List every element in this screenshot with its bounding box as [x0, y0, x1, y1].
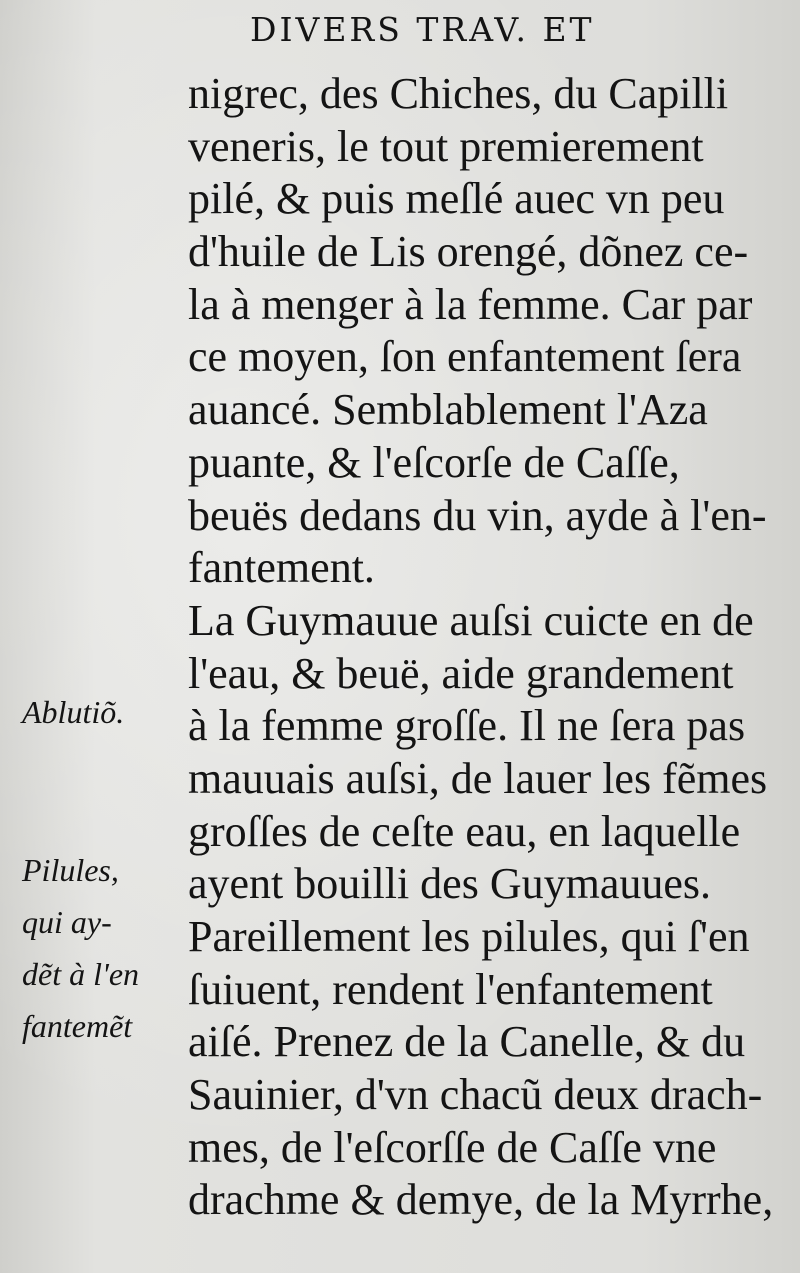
- text-line: Pareillement les pilules, qui ſ'en: [188, 912, 750, 961]
- margin-note-fantement: fantemẽt: [22, 1008, 133, 1044]
- text-line: ſuiuent, rendent l'enfantement: [188, 964, 713, 1014]
- body-text: [188, 68, 788, 1227]
- text-line: La Guymauue auſsi cuicte en de: [188, 595, 754, 645]
- margin-note-pilules: Pilules,: [22, 852, 119, 888]
- text-line: beuës dedans du vin, ayde à l'en-: [188, 490, 767, 540]
- text-line: pilé, & puis meſlé auec vn peu: [188, 174, 725, 224]
- text-line: ayent bouilli des Guymauues.: [188, 859, 712, 909]
- text-line: auancé. Semblablement l'Aza: [188, 385, 708, 435]
- text-line: drachme & demye, de la Myrrhe,: [188, 1175, 774, 1225]
- text-line: à la femme groſſe. Il ne ſera pas: [188, 701, 746, 751]
- margin-note-qui-ay: qui ay-: [22, 904, 112, 940]
- text-line: la à menger à la femme. Car par: [188, 279, 753, 329]
- text-line: mauuais auſsi, de lauer les fẽmes: [188, 753, 768, 803]
- text-line: puante, & l'eſcorſe de Caſſe,: [188, 437, 680, 487]
- text-line: l'eau, & beuë, aide grandement: [188, 648, 734, 698]
- text-line: nigrec, des Chiches, du Capilli: [188, 69, 729, 118]
- margin-note-dent: dẽt à l'en: [22, 956, 140, 992]
- text-line: aiſé. Prenez de la Canelle, & du: [188, 1017, 746, 1067]
- text-line: fantement.: [188, 543, 375, 593]
- running-header: DIVERS TRAV. ET: [250, 10, 595, 49]
- text-line: mes, de l'eſcorſſe de Caſſe vne: [188, 1122, 717, 1172]
- text-line: ce moyen, ſon enfantement ſera: [188, 332, 742, 382]
- text-line: veneris, le tout premierement: [188, 121, 704, 171]
- text-line: groſſes de ceſte eau, en laquelle: [188, 806, 741, 856]
- margin-note-ablution: Ablutiõ.: [22, 694, 125, 730]
- text-line: Sauinier, d'vn chacũ deux drach-: [188, 1070, 763, 1120]
- text-line: d'huile de Lis orengé, dõnez ce-: [188, 227, 749, 277]
